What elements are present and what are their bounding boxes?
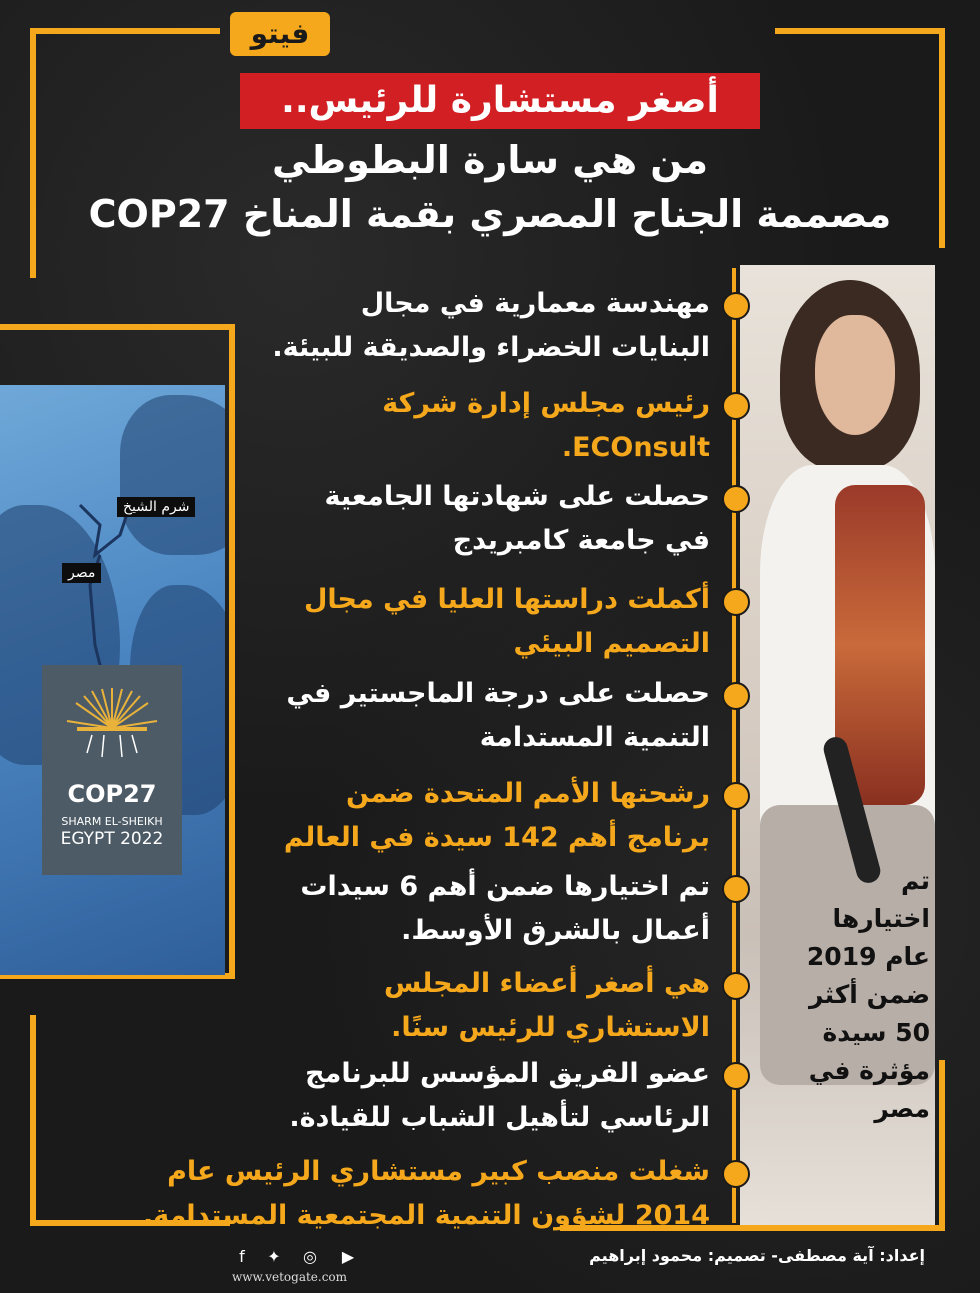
caption-line: 50 سيدة bbox=[822, 1018, 930, 1047]
timeline-item-line: البنايات الخضراء والصديقة للبيئة. bbox=[272, 332, 710, 363]
caption-line: عام 2019 bbox=[806, 942, 930, 971]
timeline-dot bbox=[722, 588, 750, 616]
timeline-item-line: تم اختيارها ضمن أهم 6 سيدات bbox=[300, 871, 710, 902]
timeline-item bbox=[80, 772, 710, 860]
timeline-item-line: أعمال بالشرق الأوسط. bbox=[401, 915, 710, 946]
timeline-item bbox=[80, 1150, 710, 1238]
facebook-icon[interactable]: f bbox=[239, 1247, 245, 1266]
timeline-item-line: التنمية المستدامة bbox=[479, 722, 710, 753]
caption-line: تم bbox=[901, 866, 930, 895]
credit-text: إعداد: آية مصطفى- تصميم: محمود إبراهيم bbox=[589, 1246, 925, 1265]
timeline-item-line: رئيس مجلس إدارة شركة bbox=[382, 388, 710, 419]
timeline-dot bbox=[722, 682, 750, 710]
cop-country-year: EGYPT 2022 bbox=[60, 829, 164, 849]
frame-bottom-left-v bbox=[30, 1015, 36, 1225]
caption-line: مصر bbox=[874, 1094, 930, 1123]
subtitle-line-1: من هي سارة البطوطي bbox=[271, 138, 709, 182]
timeline-item bbox=[80, 282, 710, 370]
map-label-sharm: شرم الشيخ bbox=[117, 497, 195, 517]
twitter-icon[interactable]: ✦ bbox=[267, 1247, 281, 1266]
timeline-item-line: في جامعة كامبريدج bbox=[452, 525, 710, 556]
timeline-item-line: رشحتها الأمم المتحدة ضمن bbox=[346, 778, 710, 809]
timeline-item-line: عضو الفريق المؤسس للبرنامج bbox=[305, 1058, 710, 1089]
timeline-item-line: حصلت على درجة الماجستير في bbox=[286, 678, 710, 709]
timeline-dot bbox=[722, 485, 750, 513]
timeline-item bbox=[80, 865, 710, 953]
timeline-dot bbox=[722, 875, 750, 903]
timeline-item-line: 2014 لشؤون التنمية المجتمعية المستدامة. bbox=[143, 1200, 710, 1231]
timeline-item bbox=[80, 962, 710, 1050]
frame-bottom-right-v bbox=[939, 1060, 945, 1225]
timeline-item-line: ECOnsult. bbox=[561, 432, 710, 463]
website-link[interactable]: www.vetogate.com bbox=[232, 1270, 348, 1284]
timeline-item-line: حصلت على شهادتها الجامعية bbox=[324, 481, 710, 512]
timeline-item-line: الرئاسي لتأهيل الشباب للقيادة. bbox=[289, 1102, 710, 1133]
timeline-item-line: الاستشاري للرئيس سنًا. bbox=[391, 1012, 710, 1043]
timeline-item-line: مهندسة معمارية في مجال bbox=[360, 288, 710, 319]
timeline-item-line: أكملت دراستها العليا في مجال bbox=[303, 584, 710, 615]
frame-top-right-v bbox=[939, 28, 945, 248]
caption-line: مؤثرة في bbox=[808, 1056, 930, 1085]
youtube-icon[interactable]: ▶ bbox=[341, 1247, 355, 1266]
vetogate-logo: فيتو bbox=[230, 12, 330, 56]
caption-line: اختيارها bbox=[832, 904, 930, 933]
timeline-item bbox=[80, 1052, 710, 1140]
frame-top-right-h bbox=[775, 28, 945, 34]
subtitle-line-2: مصممة الجناح المصري بقمة المناخ COP27 bbox=[88, 192, 892, 236]
caption-line: ضمن أكثر bbox=[809, 980, 930, 1009]
timeline-item-line: برنامج أهم 142 سيدة في العالم bbox=[283, 822, 710, 853]
photo-face bbox=[815, 315, 895, 435]
photo-caption bbox=[790, 862, 930, 1128]
map-label-egypt: مصر bbox=[62, 563, 101, 583]
timeline-item-line: شغلت منصب كبير مستشاري الرئيس عام bbox=[167, 1156, 710, 1187]
timeline-item-line: هي أصغر أعضاء المجلس bbox=[383, 968, 710, 999]
timeline-item bbox=[80, 578, 710, 666]
timeline-dot bbox=[722, 392, 750, 420]
page-title: أصغر مستشارة للرئيس.. bbox=[240, 73, 760, 129]
frame-top-left-v bbox=[30, 28, 36, 278]
timeline-dot bbox=[722, 292, 750, 320]
timeline-item-line: التصميم البيئي bbox=[513, 628, 710, 659]
timeline-dot bbox=[722, 782, 750, 810]
timeline-item bbox=[80, 672, 710, 760]
timeline-dot bbox=[722, 972, 750, 1000]
frame-top-left-h bbox=[30, 28, 220, 34]
timeline-dot bbox=[722, 1062, 750, 1090]
instagram-icon[interactable]: ◎ bbox=[303, 1247, 317, 1266]
cop-title: COP27 bbox=[67, 780, 157, 808]
cop-city: SHARM EL-SHEIKH bbox=[61, 815, 163, 828]
timeline-item bbox=[80, 475, 710, 563]
timeline-dot bbox=[722, 1160, 750, 1188]
timeline-item bbox=[80, 382, 710, 470]
